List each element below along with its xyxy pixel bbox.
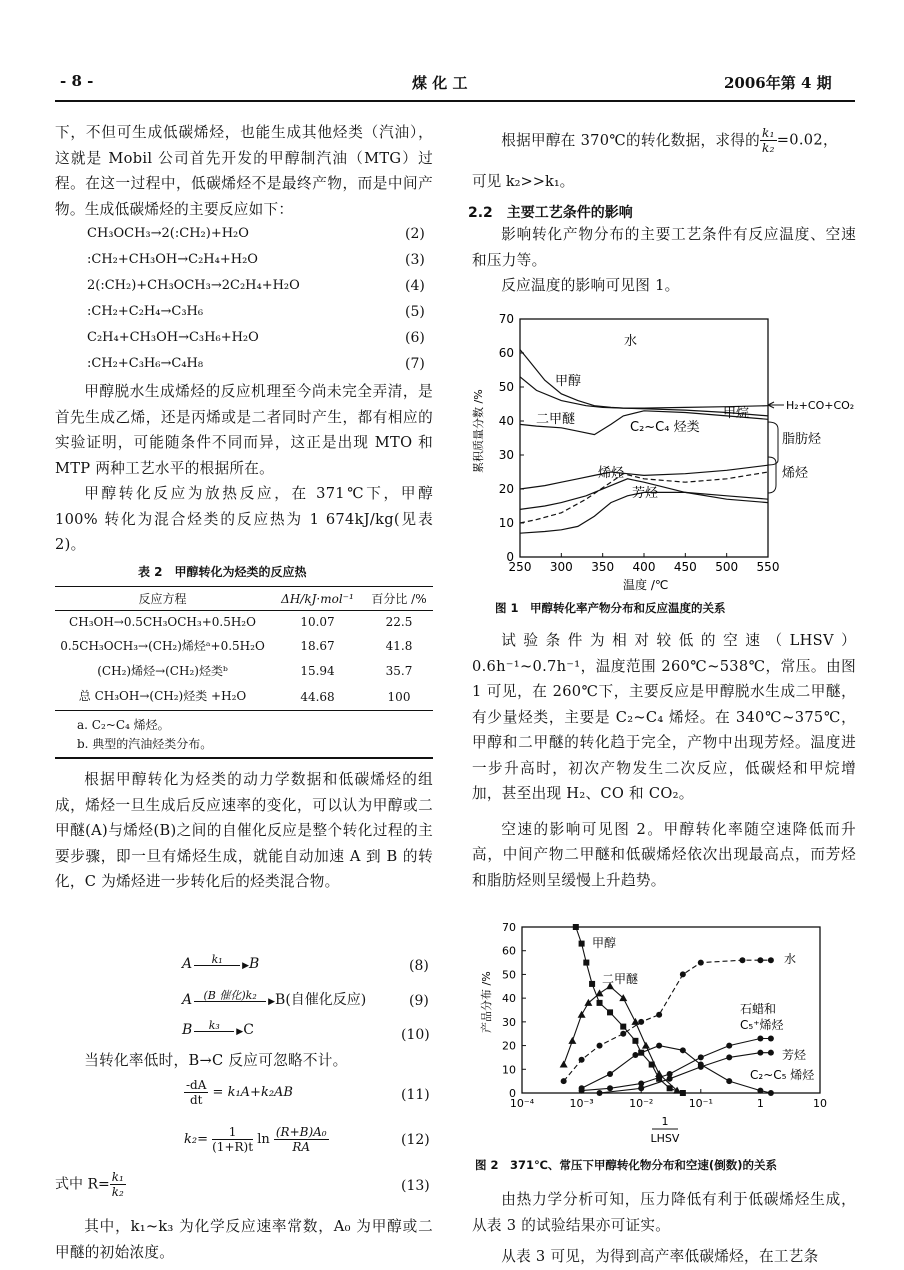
fig2-point (667, 1076, 673, 1082)
table-cell: 总 CH₃OH→(CH₂)烃类 +H₂O (78, 689, 247, 703)
fig1-region-label: 甲烷 (723, 406, 750, 421)
denominator: dt (189, 1093, 203, 1107)
rate-constant: k₁ (211, 953, 223, 966)
fig1-plot-frame (520, 319, 768, 557)
fig1-region-label: 二甲醚 (536, 412, 576, 427)
fig2-point (597, 1000, 603, 1006)
eq-number: (10) (401, 1027, 430, 1043)
fig2-point (607, 1085, 613, 1091)
fig2-point (579, 1085, 585, 1091)
right-p1c: 可见 k₂>>k₁。 (472, 173, 575, 190)
fig1-y-label: 累积质量分数 /% (472, 389, 485, 473)
reaction-eq: :CH₂+C₃H₆→C₄H₈ (87, 356, 204, 371)
fig1-x-tick-label: 250 (508, 560, 532, 574)
table-cell: 35.7 (385, 663, 413, 678)
paragraph: 从表 3 可见，为得到高产率低碳烯烃，在工艺条 (501, 1248, 819, 1265)
fig2-point (607, 1009, 613, 1015)
fig2-point (698, 960, 704, 966)
fig1-plot (471, 312, 854, 592)
numerator: (R+B)A₀ (275, 1125, 327, 1139)
fig2-point (561, 1078, 567, 1084)
table-cell: 10.07 (300, 615, 335, 629)
eq-number: (4) (405, 278, 425, 294)
left-column-3 (55, 767, 433, 895)
table-cell: 15.94 (300, 663, 335, 678)
table-2-title: 表 2 甲醇转化为烃类的反应热 (138, 565, 307, 579)
fig2-point (579, 1057, 585, 1063)
denominator: (1+R)t (212, 1140, 254, 1154)
table-cell: 44.68 (300, 689, 335, 704)
table-header: 百分比 /% (371, 592, 427, 606)
numerator: -dA (186, 1078, 207, 1092)
fig1-x-tick-label: 300 (549, 560, 573, 574)
fig2-y-tick-label: 0 (509, 1087, 516, 1100)
fig2-annotation: 芳烃 (782, 1048, 807, 1062)
fig2-annotation: 二甲醚 (602, 972, 639, 986)
fig1-side-label: H₂+CO+CO₂ (786, 399, 855, 412)
table-cell: 41.8 (385, 638, 413, 653)
reaction-eq: :CH₂+C₂H₄→C₃H₆ (87, 304, 204, 319)
eq-term: A (182, 992, 193, 1008)
fig1-x-tick-label: 350 (591, 560, 615, 574)
table-cell: CH₃OH→0.5CH₃OCH₃+0.5H₂O (69, 615, 256, 629)
eq-term: ln (257, 1132, 270, 1147)
paragraph: 甲醇转化反应为放热反应，在 371℃下，甲醇 100% 转化为混合烃类的反应热为 1 674kJ/kg(见表 2)。 (55, 485, 433, 553)
denominator: k₂ (111, 1185, 124, 1199)
paragraph: 下，不但可生成低碳烯烃，也能生成其他烃类（汽油），这就是 Mobil 公司首先开发的甲醇制汽油（MTG）过程。在这一过程中，低碳烯烃不是最终产物，而是中间产物。生成低碳烯烃的主要反应如下： (55, 124, 433, 218)
fig2-annotation: C₂~C₅ 烯烃 (750, 1068, 815, 1082)
fig2-x-tick-label: 10⁻² (629, 1097, 654, 1110)
paragraph: 空速的影响可见图 2。甲醇转化率随空速降低而升高，中间产物二甲醚和低碳烯烃依次出现最高点，而芳烃和脂肪烃则呈缓慢上升趋势。 (472, 820, 856, 889)
fig2-point (560, 1061, 568, 1068)
fig2-point (589, 981, 595, 987)
fraction (184, 1078, 208, 1107)
reaction-eq: C₂H₄+CH₃OH→C₃H₆+H₂O (87, 330, 259, 345)
left-column-4 (55, 1048, 433, 1074)
fig2-y-tick-label: 50 (502, 968, 516, 982)
fig2-point (607, 1071, 613, 1077)
fig2-point (568, 1037, 576, 1044)
figure-1-chart (460, 305, 860, 595)
table-row (55, 683, 433, 711)
paragraph: 反应温度的影响可见图 1。 (501, 277, 680, 294)
fig1-side-label: 烯烃 (782, 466, 809, 481)
fig1-x-tick-label: 400 (632, 560, 656, 574)
eq-number: (9) (409, 993, 429, 1009)
fraction (274, 1125, 329, 1154)
table-row (55, 658, 433, 683)
table-cell: 18.67 (300, 638, 335, 653)
equation-12 (184, 1125, 329, 1154)
eq-term: B (249, 956, 260, 972)
section-heading: 2.2 主要工艺条件的影响 (468, 205, 633, 221)
denominator: k₂ (762, 141, 775, 155)
table-note: a. C₂~C₄ 烯烃。 (77, 718, 170, 732)
fig2-series-line (582, 1039, 771, 1091)
eq-number: (6) (405, 330, 425, 346)
fig2-plot (479, 921, 827, 1145)
paragraph: 甲醇脱水生成烯烃的反应机理至今尚未完全弄清，是首先生成乙烯，还是丙烯或是二者同时产生，都有相应的实验证明，可能随条件不同而异，这正是出现 MTO 和 MTP 两种工艺水平的根据所在。 (55, 383, 433, 477)
equation-13 (55, 1170, 126, 1199)
figure-2-chart (460, 915, 860, 1155)
fig1-y-tick-label: 70 (498, 312, 514, 326)
fig1-x-tick-label: 550 (756, 560, 780, 574)
reaction-eq: 2(:CH₂)+CH₃OCH₃→2C₂H₄+H₂O (87, 278, 300, 293)
header-rule (55, 100, 855, 102)
fig2-y-tick-label: 60 (502, 944, 516, 958)
eq-term: 式中 R= (55, 1176, 110, 1193)
fig2-point (768, 1090, 774, 1096)
eq-term: C (243, 1022, 254, 1038)
fig1-y-tick-label: 40 (498, 414, 514, 428)
fig2-point (642, 1042, 650, 1049)
fig1-region-label: 甲醇 (555, 374, 582, 389)
figure-2-caption: 图 2 371℃、常压下甲醇转化物分布和空速(倒数)的关系 (475, 1158, 777, 1172)
right-column-1 (472, 222, 856, 299)
fig1-y-tick-label: 20 (498, 482, 514, 496)
eq-number: (7) (405, 356, 425, 372)
fig2-point (680, 1047, 686, 1053)
table-cell: 0.5CH₃OCH₃→(CH₂)烯烃ᵃ+0.5H₂O (60, 639, 265, 653)
fig2-point (579, 941, 585, 947)
rate-constant: (B 催化)k₂ (203, 989, 257, 1002)
fig1-region-label: 芳烃 (632, 486, 659, 501)
eq-number: (11) (401, 1087, 430, 1103)
table-header: ΔH/kJ·mol⁻¹ (281, 591, 354, 606)
equation-8: A k₁ ▶B (182, 953, 260, 972)
rate-constant: k₃ (208, 1019, 220, 1032)
fig2-x-label-den: LHSV (650, 1132, 680, 1145)
fig2-y-tick-label: 10 (502, 1063, 516, 1077)
equation-9: A (B 催化)k₂ ▶B(自催化反应) (182, 989, 367, 1008)
fig2-point (757, 1088, 763, 1094)
fig1-y-tick-label: 50 (498, 380, 514, 394)
page-number: - 8 - (60, 72, 94, 90)
eq-number: (2) (405, 226, 425, 242)
fig2-point (698, 1062, 704, 1068)
fig2-y-tick-label: 70 (502, 921, 516, 934)
fig2-point (596, 989, 604, 996)
fig1-axes (499, 312, 780, 574)
fig2-point (768, 1035, 774, 1041)
table-note: b. 典型的汽油烃类分布。 (77, 737, 213, 751)
eq-term: B (182, 1022, 193, 1038)
fig1-region-label: 水 (624, 334, 638, 349)
fig2-y-label: 产品分布 /% (480, 971, 493, 1033)
paragraph-text: =0.02， (776, 131, 838, 149)
eq-term: k₂= (184, 1132, 208, 1147)
left-column-2 (55, 379, 433, 558)
fig1-region-label: 烯烃 (598, 466, 625, 481)
fig2-point (573, 924, 579, 930)
fig2-x-tick-label: 10⁻³ (569, 1097, 594, 1110)
table-2 (55, 586, 433, 759)
fig1-bracket (768, 422, 778, 465)
fig2-x-tick-label: 10⁻⁴ (509, 1097, 535, 1110)
journal-name: 煤 化 工 (412, 74, 468, 92)
fig2-point (726, 1054, 732, 1060)
paragraph: 试验条件为相对较低的空速（LHSV）0.6h⁻¹~0.7h⁻¹，温度范围 260℃~538℃，常压。由图 1 可见，在 260℃下，主要反应是甲醇脱水生成二甲醚，有少量烃类，主要是 C₂~C₄ 烯烃。在 340℃~375℃，甲醇和二甲醚的转化趋于完全，产物中出现芳烃。温度进一步升高时，初次产物发生二次反应，低碳烃和甲烷增加，甚至出现 H₂、CO 和 CO₂。 (472, 632, 856, 802)
reaction-arrow (194, 1020, 234, 1032)
denominator: RA (292, 1140, 311, 1154)
fig1-y-tick-label: 30 (498, 448, 514, 462)
fig2-point (739, 957, 745, 963)
eq-number: (12) (401, 1132, 430, 1148)
fig2-point (680, 1090, 686, 1096)
reaction-arrow (194, 954, 240, 966)
table-cell: (CH₂)烯烃→(CH₂)烃类ᵇ (97, 664, 228, 678)
table-header: 反应方程 (138, 592, 187, 606)
fig1-y-tick-label: 60 (498, 346, 514, 360)
reaction-eq: :CH₂+CH₃OH→C₂H₄+H₂O (87, 252, 258, 267)
fig1-side-label: 脂肪烃 (782, 432, 822, 447)
fig2-point (726, 1043, 732, 1049)
fig2-point (726, 1078, 732, 1084)
eq-term: A (182, 956, 193, 972)
fig2-point (757, 1035, 763, 1041)
fig2-point (632, 1038, 638, 1044)
equation-10: B k₃ ▶C (182, 1019, 254, 1038)
figure-1-caption: 图 1 甲醇转化率产物分布和反应温度的关系 (495, 601, 726, 615)
eq-number: (8) (409, 958, 429, 974)
right-column-2 (472, 628, 856, 893)
fig1-x-label: 温度 /℃ (623, 578, 669, 592)
fig2-point (656, 1012, 662, 1018)
left-column-5 (55, 1214, 433, 1265)
fig1-x-tick-label: 450 (673, 560, 697, 574)
table-cell: 22.5 (385, 615, 413, 629)
fig2-x-label-num: 1 (661, 1115, 669, 1128)
reaction-arrow (194, 990, 266, 1002)
fig2-annotation: 水 (784, 952, 797, 966)
paragraph: 由热力学分析可知，压力降低有利于低碳烯烃生成，从表 3 的试验结果亦可证实。 (472, 1191, 856, 1234)
fig2-x-tick-label: 10 (813, 1097, 827, 1110)
fig1-x-tick-label: 500 (715, 560, 739, 574)
equation-11 (184, 1078, 293, 1107)
fig1-y-tick-label: 10 (498, 516, 514, 530)
fraction (212, 1125, 253, 1154)
eq-number: (13) (401, 1178, 430, 1194)
fig2-point (638, 1019, 644, 1025)
table-row (55, 633, 433, 658)
fig2-point (656, 1043, 662, 1049)
eq-term: B(自催化反应) (275, 992, 367, 1008)
fig2-y-tick-label: 30 (502, 1015, 516, 1029)
fig1-y-tick-label: 0 (506, 550, 514, 564)
eq-number: (3) (405, 252, 425, 268)
fig2-annotation: C₅⁺烯烃 (740, 1018, 784, 1032)
paragraph: 影响转化产物分布的主要工艺条件有反应温度、空速和压力等。 (472, 226, 856, 269)
paragraph: 当转化率低时，B→C 反应可忽略不计。 (84, 1052, 348, 1069)
left-column (55, 120, 433, 222)
fraction (110, 1170, 126, 1199)
eq-term: = k₁A+k₂AB (212, 1085, 293, 1100)
fig2-point (620, 1031, 626, 1037)
right-p1 (472, 126, 856, 155)
fig1-arrow (768, 402, 784, 408)
fig2-point (631, 1018, 639, 1025)
table-row (55, 611, 433, 634)
fraction (760, 126, 777, 155)
fig2-series-line (600, 1053, 771, 1093)
fig1-bracket (768, 457, 776, 493)
numerator: k₁ (762, 126, 775, 140)
fig2-point (757, 1050, 763, 1056)
fig2-y-tick-label: 20 (502, 1039, 516, 1053)
paragraph-text: 根据甲醇在 370℃的转化数据，求得的 (501, 131, 761, 149)
fig2-point (768, 1050, 774, 1056)
fig2-point (597, 1090, 603, 1096)
reaction-eq: CH₃OCH₃→2(:CH₂)+H₂O (87, 226, 249, 241)
fig2-point (632, 1052, 638, 1058)
paragraph: 根据甲醇转化为烃类的动力学数据和低碳烯烃的组成，烯烃一旦生成后反应速率的变化，可以认为甲醇或二甲醚(A)与烯烃(B)之间的自催化反应是整个转化过程的主要步骤，即一旦有烯烃生成，就能自动加速 A 到 B 的转化，C 为烯烃进一步转化后的烃类混合物。 (55, 771, 433, 890)
paragraph: 其中，k₁~k₃ 为化学反应速率常数，A₀ 为甲醇或二甲醚的初始浓度。 (55, 1218, 433, 1261)
fig2-point (757, 957, 763, 963)
fig2-annotation: 石蜡和 (740, 1002, 777, 1016)
fig2-point (638, 1085, 644, 1091)
numerator: k₁ (111, 1170, 124, 1184)
fig2-point (620, 1024, 626, 1030)
fig2-point (578, 1011, 586, 1018)
issue-label: 2006年第 4 期 (724, 74, 832, 92)
fig2-point (597, 1043, 603, 1049)
fig2-point (768, 957, 774, 963)
right-column-3 (472, 1187, 856, 1270)
fig2-x-tick-label: 10⁻¹ (688, 1097, 713, 1110)
table-cell: 100 (387, 689, 411, 704)
table-bottom-rule (55, 757, 433, 759)
numerator: 1 (212, 1125, 253, 1140)
fig2-x-tick-label: 1 (756, 1097, 764, 1110)
fig2-point (698, 1054, 704, 1060)
fig2-annotation: 甲醇 (592, 936, 617, 950)
eq-number: (5) (405, 304, 425, 320)
fig2-point (583, 960, 589, 966)
fig2-y-tick-label: 40 (502, 992, 516, 1006)
fig1-region-label: C₂~C₄ 烃类 (630, 420, 700, 435)
fig2-point (680, 971, 686, 977)
